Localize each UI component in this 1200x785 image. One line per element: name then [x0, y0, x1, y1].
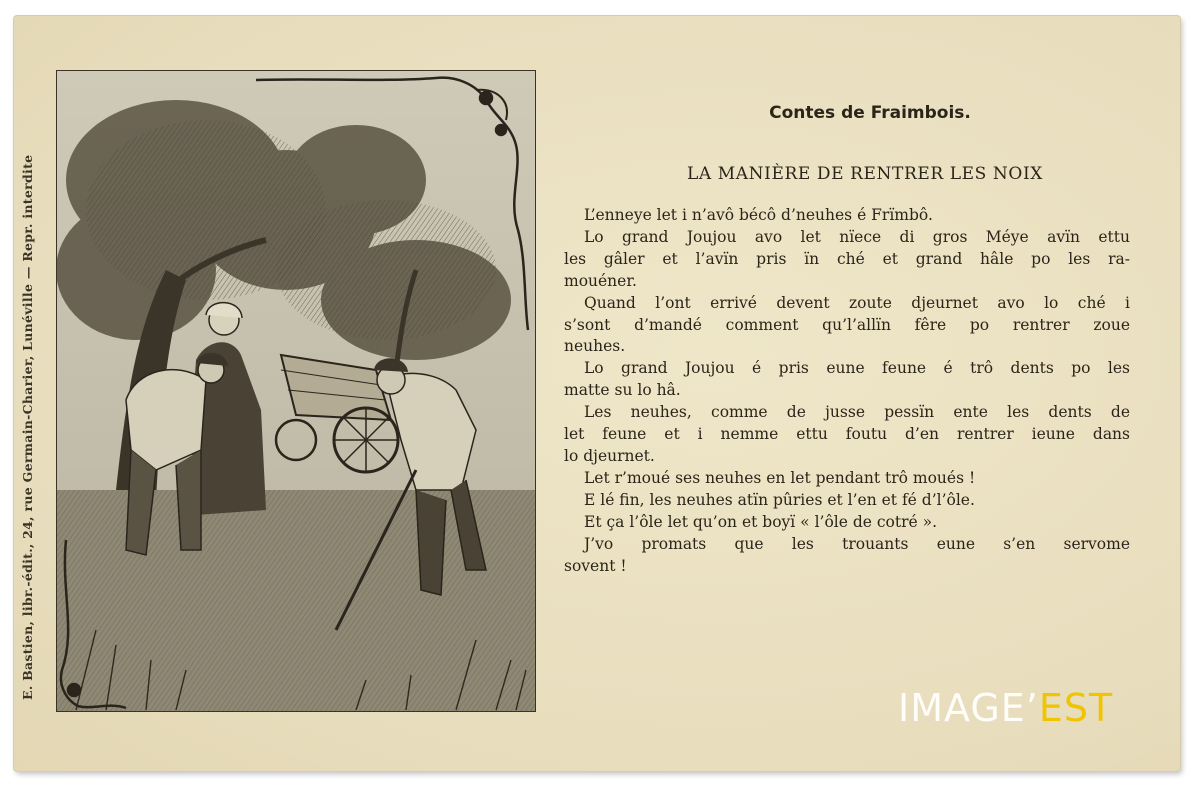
text-line: Let r’moué ses neuhes en let pendant trô moués !	[584, 468, 976, 487]
text-line: let feune et i nemme ettu foutu d’en rentrer ieune dans	[564, 425, 1130, 444]
watermark-part-est: EST	[1038, 686, 1114, 730]
illustration-drawing	[56, 70, 536, 712]
text-line: lo djeurnet.	[564, 446, 655, 465]
text-line: neuhes.	[564, 337, 626, 356]
text-line: Lo grand Joujou é pris eune feune é trô dents po les	[584, 359, 1130, 378]
watermark-part-image: IMAGE	[898, 686, 1026, 730]
text-line: L’enneye let i n’avô bécô d’neuhes é Frïmbô.	[584, 206, 933, 224]
engraving-illustration	[56, 70, 536, 712]
text-line: Quand l’ont errivé devent zoute djeurnet avo lo ché i	[584, 293, 1130, 312]
text-line: Les neuhes, comme de jusse pessïn ente les dents de	[584, 403, 1130, 422]
text-line: sovent !	[564, 556, 627, 575]
text-line: s’sont d’mandé comment qu’l’allïn fêre po rentrer zoue	[564, 315, 1130, 334]
text-line: E lé fin, les neuhes atïn pûries et l’en et fé d’l’ôle.	[584, 490, 975, 509]
publisher-credit: E. Bastien, libr.-édit., 24, rue Germain-Charier, Lunéville — Repr. interdite	[20, 154, 35, 700]
text-line: Lo grand Joujou avo let nïece di gros Méye avïn ettu	[584, 227, 1130, 246]
text-line: Et ça l’ôle let qu’on et boyï « l’ôle de cotré ».	[584, 512, 938, 531]
image-est-watermark: IMAGE’EST	[898, 686, 1114, 730]
text-line: matte su lo hâ.	[564, 381, 681, 400]
text-line: J’vo promats que les trouants eune s’en servome	[584, 534, 1130, 553]
text-line: les gâler et l’avïn pris ïn ché et grand hâle po les ra-	[564, 249, 1130, 268]
story-text	[564, 205, 1130, 577]
series-title: Contes de Fraimbois.	[769, 103, 971, 123]
story-title: LA MANIÈRE DE RENTRER LES NOIX	[687, 164, 1043, 184]
text-line: mouéner.	[564, 271, 637, 290]
